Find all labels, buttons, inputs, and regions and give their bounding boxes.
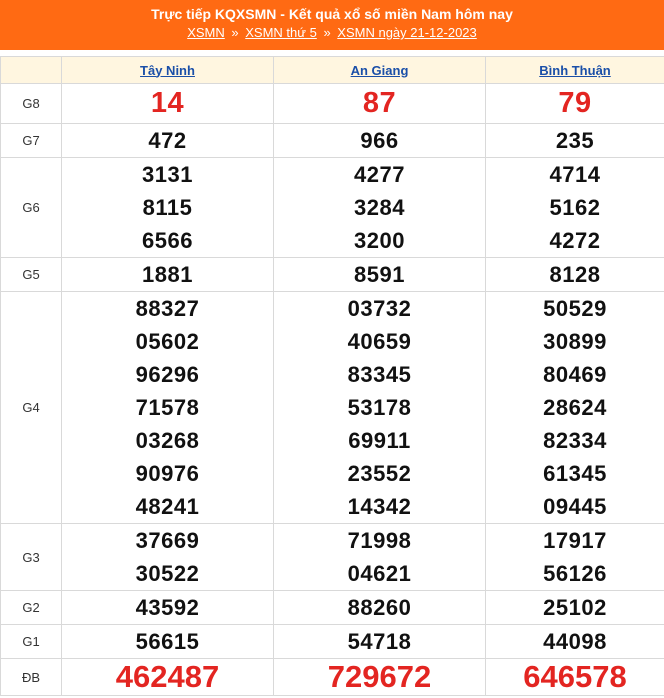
result-cell [486,124,664,158]
result-number: 40659 [347,329,412,354]
results-body [1,84,664,696]
result-number: 646578 [523,659,627,694]
result-number: 71578 [135,395,200,420]
result-cell [62,659,274,696]
result-number: 28624 [543,395,607,420]
result-cell [62,158,274,258]
result-cell [62,124,274,158]
result-cell [62,292,274,524]
result-cell [486,258,664,292]
result-number: 1881 [142,262,193,287]
result-number: 462487 [115,659,220,694]
result-number: 56126 [543,561,607,586]
result-cell [62,625,274,659]
result-number: 80469 [543,362,607,387]
result-number: 48241 [135,494,200,519]
province-header [274,57,486,84]
result-number: 54718 [347,629,412,654]
prize-label: G8 [1,84,62,124]
result-number: 04621 [347,561,412,586]
result-number: 09445 [543,494,607,519]
province-link-tay-ninh[interactable]: Tây Ninh [140,62,195,78]
result-number: 4272 [549,228,601,253]
result-number: 5162 [549,195,601,220]
breadcrumb-separator: » [323,25,331,40]
result-cell [274,524,486,591]
result-number: 03732 [347,296,412,321]
prize-row [1,258,664,292]
result-number: 8115 [142,195,193,220]
result-number: 966 [360,128,399,153]
result-number: 8128 [549,262,601,287]
result-number: 6566 [142,228,193,253]
result-number: 30522 [135,561,200,586]
result-number: 87 [362,87,397,119]
result-number: 729672 [327,659,432,694]
result-cell [274,292,486,524]
result-number: 53178 [347,395,412,420]
prize-label: G3 [1,524,62,591]
prize-column-header [1,57,62,84]
result-number: 37669 [135,528,200,553]
result-number: 05602 [135,329,200,354]
result-cell [62,591,274,625]
result-number: 88327 [135,296,200,321]
result-number: 25102 [543,595,607,620]
result-number: 03268 [135,428,200,453]
result-cell [274,625,486,659]
result-number: 17917 [543,528,607,553]
province-header [62,57,274,84]
result-number: 79 [558,87,592,119]
result-cell [486,625,664,659]
result-number: 3284 [354,195,405,220]
result-number: 235 [555,128,595,153]
prize-row [1,659,664,696]
result-number: 61345 [543,461,607,486]
result-cell [274,659,486,696]
prize-row [1,292,664,524]
prize-label: G7 [1,124,62,158]
result-number: 43592 [135,595,200,620]
prize-label: G6 [1,158,62,258]
page-title: Trực tiếp KQXSMN - Kết quả xổ số miền Nam hôm nay [151,6,513,22]
prize-label: G1 [1,625,62,659]
result-cell [274,591,486,625]
table-header-row [1,57,664,84]
prize-row [1,524,664,591]
result-number: 71998 [347,528,412,553]
province-header [486,57,664,84]
result-number: 88260 [347,595,412,620]
result-number: 69911 [348,428,411,453]
result-cell [486,158,664,258]
result-number: 4277 [354,162,405,187]
breadcrumb-link-xsmn[interactable]: XSMN [187,25,225,40]
province-link-an-giang[interactable]: An Giang [350,62,409,78]
province-link-binh-thuan[interactable]: Bình Thuận [539,62,611,78]
prize-label: G2 [1,591,62,625]
breadcrumb-link-weekday[interactable]: XSMN thứ 5 [245,25,317,40]
result-number: 82334 [543,428,607,453]
result-number: 3200 [354,228,405,253]
prize-row [1,158,664,258]
result-cell [62,84,274,124]
result-cell [62,258,274,292]
prize-row [1,84,664,124]
result-number: 23552 [347,461,412,486]
result-number: 30899 [543,329,607,354]
result-number: 50529 [543,296,607,321]
result-cell [274,158,486,258]
breadcrumb-separator: » [231,25,239,40]
prize-label: G5 [1,258,62,292]
result-number: 90976 [135,461,200,486]
result-number: 96296 [135,362,200,387]
result-cell [486,292,664,524]
result-number: 4714 [549,162,601,187]
result-number: 8591 [354,262,405,287]
breadcrumb-link-date[interactable]: XSMN ngày 21-12-2023 [337,25,477,40]
result-cell [274,258,486,292]
prize-row [1,625,664,659]
prize-label: ĐB [1,659,62,696]
result-cell [486,591,664,625]
result-number: 14342 [347,494,412,519]
result-cell [274,84,486,124]
result-cell [486,659,664,696]
results-table [0,56,664,696]
prize-row [1,124,664,158]
breadcrumb [0,24,664,42]
result-cell [486,524,664,591]
result-number: 14 [150,87,185,119]
page-header [0,0,664,50]
prize-label: G4 [1,292,62,524]
result-number: 3131 [142,162,193,187]
result-number: 56615 [135,629,200,654]
result-number: 472 [148,128,187,153]
result-cell [486,84,664,124]
result-number: 83345 [347,362,412,387]
result-cell [274,124,486,158]
prize-row [1,591,664,625]
result-cell [62,524,274,591]
result-number: 44098 [543,629,607,654]
